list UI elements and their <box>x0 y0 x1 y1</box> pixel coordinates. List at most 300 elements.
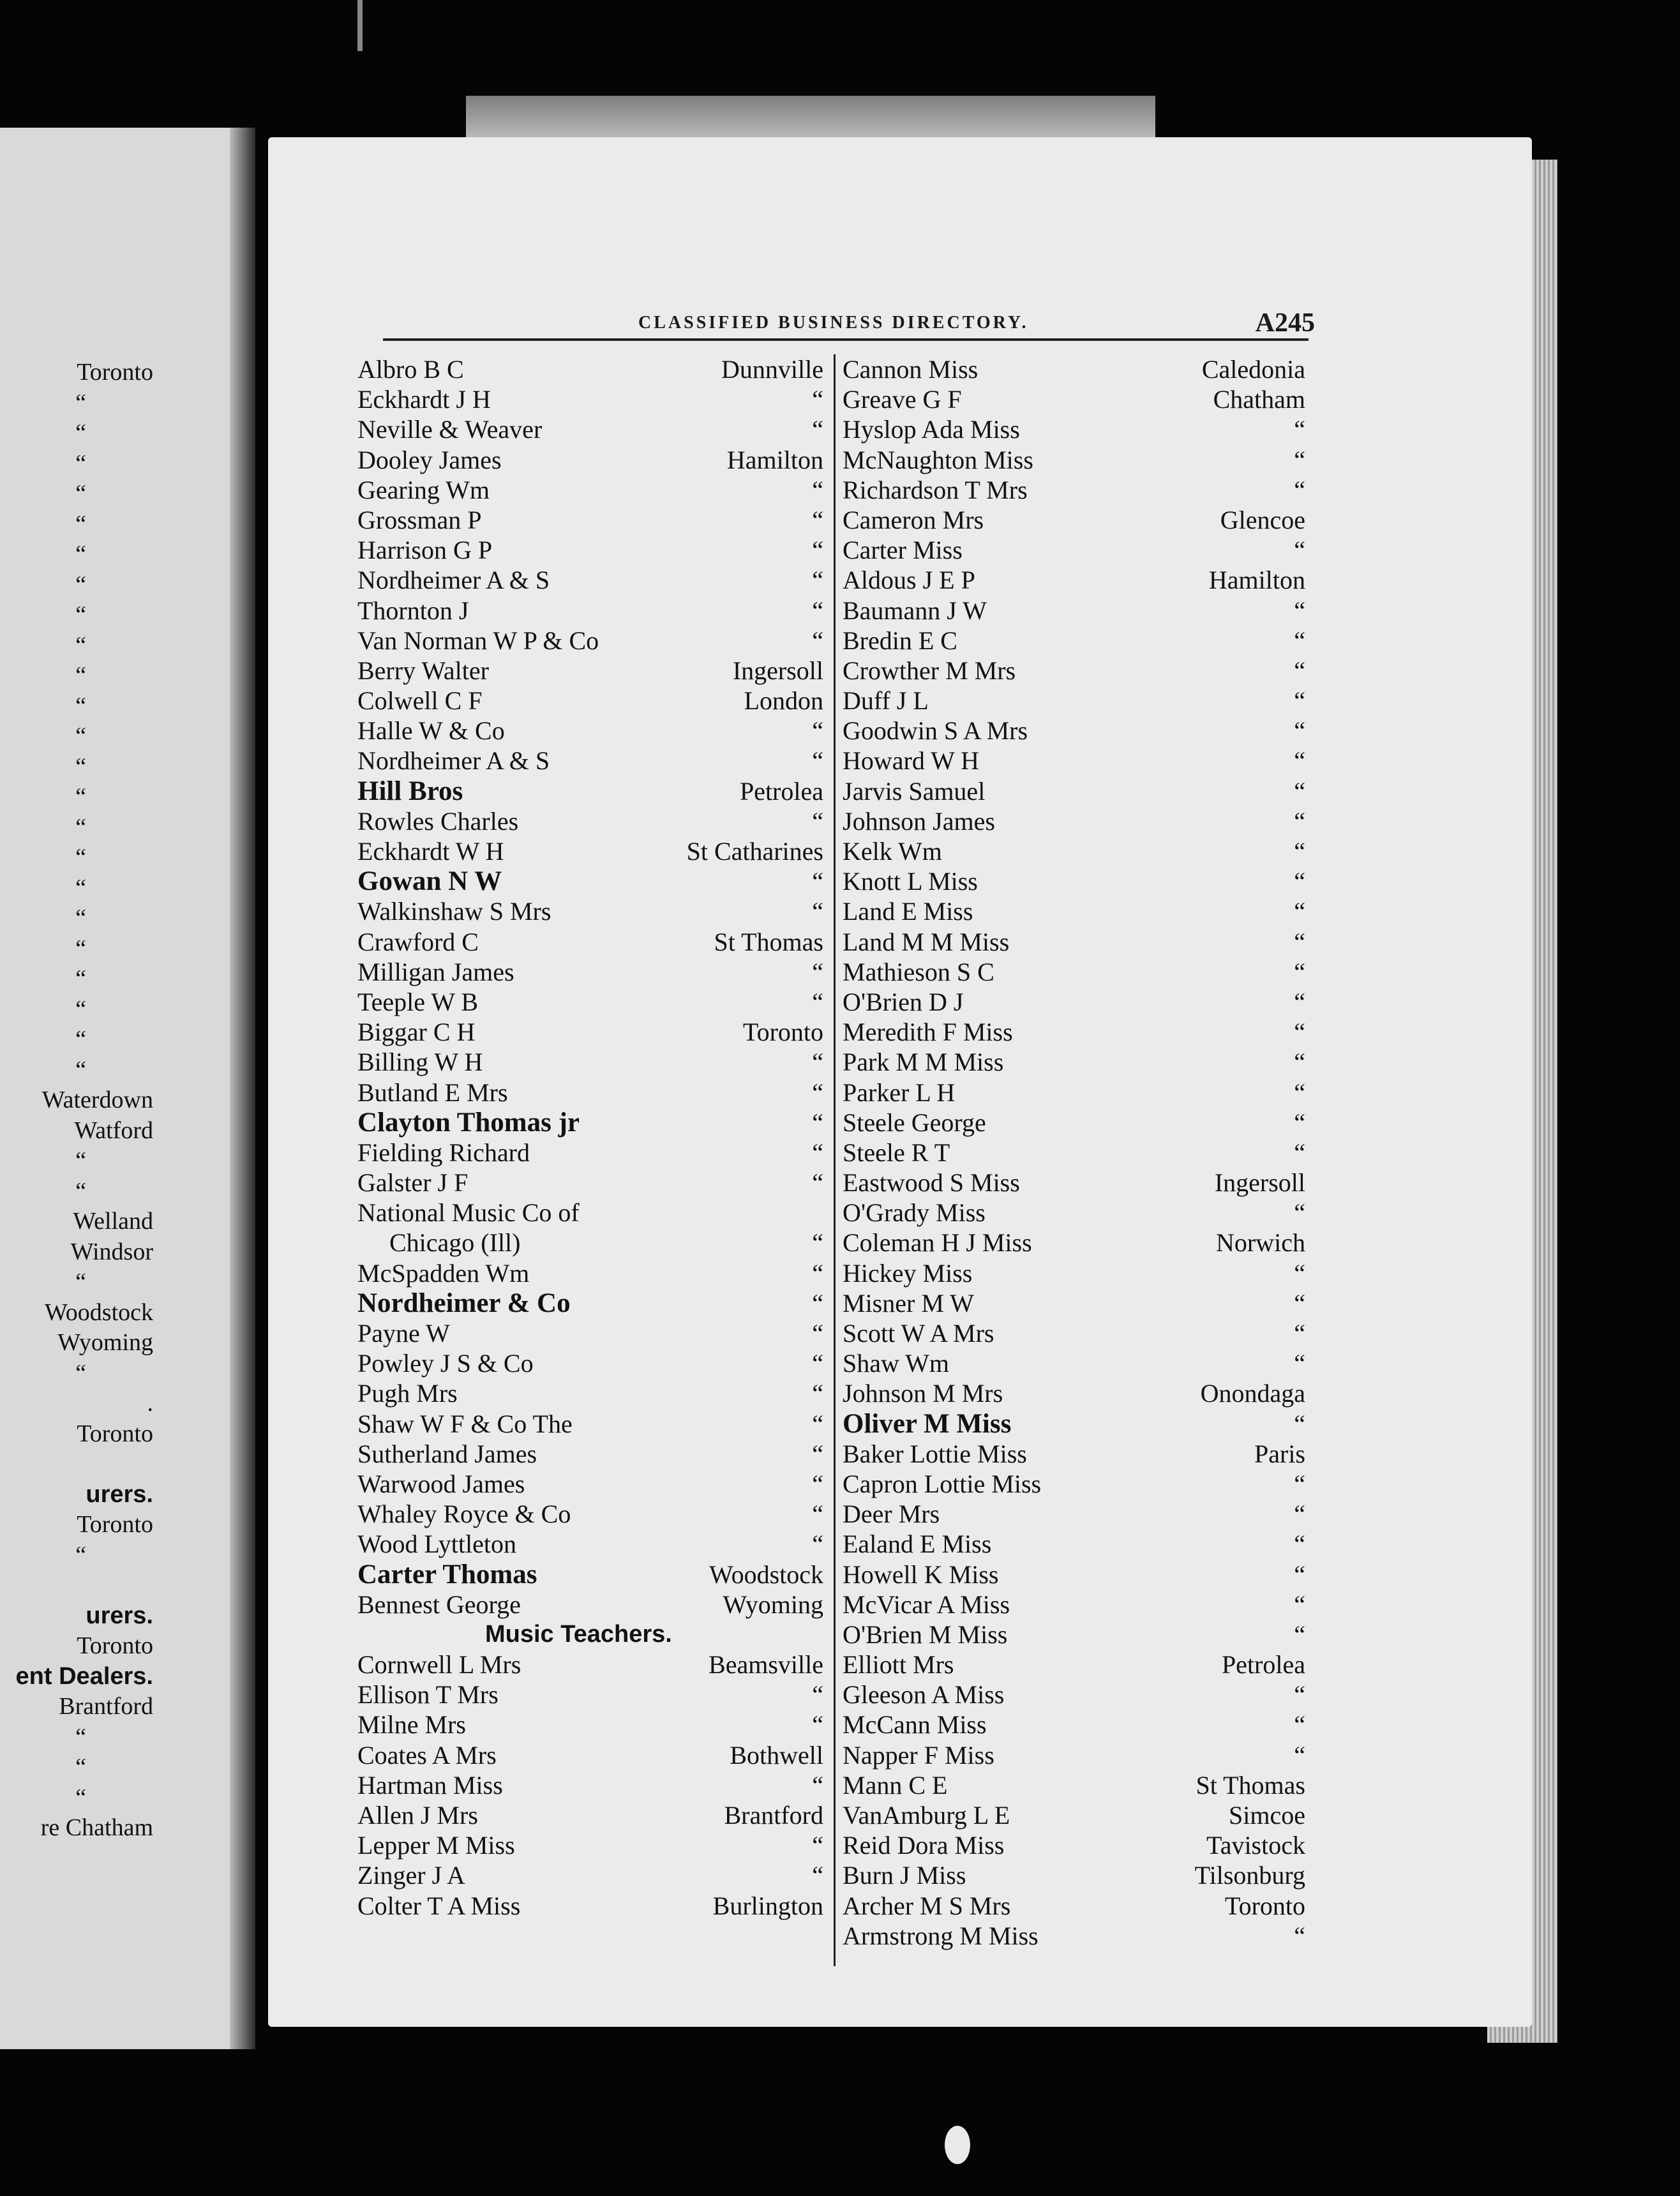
entry-name: Scott W A Mrs <box>843 1319 994 1348</box>
entry-place: “ <box>1294 897 1305 926</box>
entry-place: “ <box>812 1349 823 1378</box>
directory-entry <box>357 475 823 505</box>
entry-name: Cornwell L Mrs <box>357 1650 521 1680</box>
entry-place: “ <box>1294 686 1305 716</box>
entry-name: Sutherland James <box>357 1439 537 1468</box>
directory-entry <box>843 445 1305 475</box>
facing-page-column <box>0 357 230 1844</box>
directory-entry <box>843 1258 1305 1288</box>
directory-entry <box>843 1318 1305 1348</box>
directory-entry <box>843 1620 1305 1650</box>
directory-entry <box>357 1891 823 1921</box>
directory-entry <box>843 354 1305 384</box>
facing-page-line: “ <box>75 1268 86 1295</box>
directory-entry <box>843 1198 1305 1228</box>
facing-page-line: “ <box>75 692 86 719</box>
entry-name: Elliott Mrs <box>843 1650 954 1680</box>
facing-page-line: “ <box>75 723 86 749</box>
facing-page-line: Toronto <box>77 1511 153 1538</box>
entry-place: “ <box>812 536 823 565</box>
entry-name: Fielding Richard <box>357 1138 530 1167</box>
facing-page-line: “ <box>75 1754 86 1780</box>
directory-entry <box>843 475 1305 505</box>
facing-page-line: “ <box>75 510 86 538</box>
entry-name: Teeple W B <box>357 987 479 1016</box>
directory-entry <box>357 1710 823 1740</box>
entry-place: “ <box>1294 1258 1305 1288</box>
entry-name: Hill Bros <box>357 776 463 806</box>
entry-name: Hyslop Ada Miss <box>843 415 1020 444</box>
facing-page-line: “ <box>75 935 86 962</box>
entry-name: Whaley Royce & Co <box>357 1500 571 1529</box>
entry-name: Chicago (Ill) <box>389 1228 521 1258</box>
directory-entry <box>843 1439 1305 1469</box>
entry-name: Cameron Mrs <box>843 505 984 534</box>
directory-entry <box>843 716 1305 746</box>
entry-name: Carter Thomas <box>357 1559 537 1590</box>
facing-page-line: “ <box>75 753 86 780</box>
entry-place: Toronto <box>1224 1891 1305 1920</box>
directory-entry <box>357 776 823 806</box>
paper-speck <box>945 2126 970 2164</box>
entry-place: “ <box>1294 1620 1305 1649</box>
entry-name: Park M M Miss <box>843 1048 1004 1077</box>
entry-place: Caledonia <box>1201 355 1305 384</box>
entry-name: Jarvis Samuel <box>843 776 986 806</box>
directory-entry <box>357 987 823 1017</box>
entry-place: Beamsville <box>709 1650 823 1680</box>
entry-name: Butland E Mrs <box>357 1078 508 1107</box>
entry-place: “ <box>1294 806 1305 836</box>
directory-entry <box>843 1228 1305 1258</box>
entry-place: St Thomas <box>1196 1770 1305 1800</box>
facing-page-line: “ <box>75 874 86 901</box>
directory-entry <box>843 1499 1305 1529</box>
directory-entry <box>843 1288 1305 1318</box>
directory-entry <box>843 1469 1305 1499</box>
directory-entry <box>357 384 823 414</box>
book-gutter <box>230 128 255 2049</box>
entry-name: Misner M W <box>843 1288 974 1318</box>
directory-entry <box>843 596 1305 626</box>
facing-page-line: Wyoming <box>57 1329 153 1356</box>
directory-entry <box>357 716 823 746</box>
entry-name: Baumann J W <box>843 596 987 625</box>
directory-entry <box>357 1078 823 1108</box>
directory-entry <box>843 927 1305 957</box>
entry-name: Allen J Mrs <box>357 1801 478 1830</box>
entry-place: “ <box>1294 1409 1305 1438</box>
entry-place: “ <box>812 505 823 534</box>
directory-entry <box>357 1800 823 1830</box>
directory-entry <box>843 1590 1305 1620</box>
entry-name: McSpadden Wm <box>357 1258 530 1288</box>
entry-place: “ <box>812 1048 823 1077</box>
entry-name: Reid Dora Miss <box>843 1831 1005 1860</box>
entry-name: Shaw Wm <box>843 1349 950 1378</box>
facing-page-line: “ <box>75 1784 86 1811</box>
entry-place: “ <box>1294 1530 1305 1559</box>
directory-entry <box>843 1680 1305 1710</box>
entry-name: Knott L Miss <box>843 867 978 896</box>
directory-entry <box>843 1378 1305 1408</box>
entry-name: Howell K Miss <box>843 1560 999 1589</box>
directory-entry <box>357 686 823 716</box>
entry-name: Land E Miss <box>843 897 973 926</box>
entry-place: Tilsonburg <box>1194 1861 1305 1890</box>
entry-place: “ <box>1294 1018 1305 1047</box>
entry-place: “ <box>812 957 823 986</box>
directory-entry <box>357 896 823 926</box>
entry-place: “ <box>1294 596 1305 625</box>
entry-name: Albro B C <box>357 355 464 384</box>
entry-place: “ <box>812 1831 823 1860</box>
entry-place: “ <box>1294 1680 1305 1710</box>
entry-name: Eckhardt W H <box>357 837 504 866</box>
entry-place: “ <box>1294 867 1305 896</box>
entry-name: Ellison T Mrs <box>357 1680 499 1710</box>
book-top-edge <box>466 96 1155 140</box>
entry-place: “ <box>1294 626 1305 655</box>
directory-entry <box>843 1710 1305 1740</box>
directory-entry <box>357 1318 823 1348</box>
entry-place: Petrolea <box>739 776 823 806</box>
entry-place: “ <box>1294 716 1305 746</box>
directory-entry <box>843 776 1305 806</box>
entry-place: “ <box>812 385 823 414</box>
directory-entry <box>357 656 823 686</box>
entry-name: Capron Lottie Miss <box>843 1469 1042 1498</box>
directory-entry <box>357 1108 823 1138</box>
entry-name: Aldous J E P <box>843 566 975 595</box>
entry-name: Steele R T <box>843 1138 950 1167</box>
directory-entry <box>843 957 1305 987</box>
entry-place: “ <box>812 1469 823 1498</box>
facing-page-line: Toronto <box>77 1632 153 1659</box>
entry-name: Napper F Miss <box>843 1740 994 1770</box>
facing-page-line: “ <box>75 662 86 689</box>
directory-entry <box>357 596 823 626</box>
entry-name: Greave G F <box>843 385 962 414</box>
directory-entry <box>357 414 823 444</box>
facing-page-line: “ <box>75 1177 86 1205</box>
directory-entry <box>843 1921 1305 1951</box>
entry-place: “ <box>1294 1288 1305 1318</box>
directory-entry <box>357 505 823 535</box>
facing-page-line: “ <box>75 995 86 1023</box>
entry-name: Payne W <box>357 1319 450 1348</box>
directory-entry <box>357 806 823 836</box>
entry-name: Eckhardt J H <box>357 385 491 414</box>
entry-name: Johnson James <box>843 806 995 836</box>
directory-entry <box>843 1740 1305 1770</box>
entry-name: McCann Miss <box>843 1710 987 1740</box>
directory-entry <box>357 1650 823 1680</box>
facing-page-line: Woodstock <box>44 1298 153 1326</box>
entry-place: “ <box>812 415 823 444</box>
directory-entry <box>357 1378 823 1408</box>
entry-place: “ <box>1294 837 1305 866</box>
entry-name: Crawford C <box>357 927 479 956</box>
facing-page-line: Windsor <box>70 1238 153 1265</box>
entry-place: Paris <box>1254 1439 1305 1468</box>
facing-page-line: “ <box>75 601 86 628</box>
entry-place: “ <box>1294 1138 1305 1167</box>
entry-name: Gleeson A Miss <box>843 1680 1005 1710</box>
entry-place: “ <box>812 1228 823 1258</box>
facing-page-line: re Chatham <box>40 1814 153 1841</box>
facing-page-line: “ <box>75 965 86 992</box>
facing-page-line: “ <box>75 783 86 810</box>
directory-entry <box>843 896 1305 926</box>
directory-entry <box>357 866 823 896</box>
facing-page-line: Waterdown <box>41 1087 153 1113</box>
entry-place: “ <box>1294 536 1305 565</box>
entry-name: Berry Walter <box>357 656 489 685</box>
entry-place: Woodstock <box>709 1560 823 1589</box>
directory-entry <box>843 836 1305 866</box>
entry-name: Nordheimer A & S <box>357 566 550 595</box>
directory-entry <box>843 1891 1305 1921</box>
directory-entry <box>843 1560 1305 1590</box>
directory-entry <box>357 1409 823 1439</box>
directory-entry <box>357 354 823 384</box>
entry-name: Eastwood S Miss <box>843 1168 1020 1198</box>
entry-name: Van Norman W P & Co <box>357 626 599 655</box>
entry-place: Glencoe <box>1220 505 1305 534</box>
entry-place: Ingersoll <box>732 656 823 685</box>
entry-name: Nordheimer A & S <box>357 746 550 776</box>
entry-name: Cannon Miss <box>843 355 979 384</box>
facing-page-line: urers. <box>86 1602 153 1629</box>
entry-name: Neville & Weaver <box>357 415 543 444</box>
directory-entry <box>357 1228 823 1258</box>
entry-name: Crowther M Mrs <box>843 656 1016 685</box>
entry-name: Thornton J <box>357 596 469 625</box>
facing-page-line: “ <box>75 541 86 568</box>
entry-name: Zinger J A <box>357 1861 465 1890</box>
entry-place: Norwich <box>1216 1228 1305 1258</box>
directory-entry <box>843 656 1305 686</box>
directory-entry <box>357 535 823 565</box>
entry-place: “ <box>1294 1740 1305 1770</box>
entry-place: “ <box>1294 1560 1305 1589</box>
directory-entry <box>843 1860 1305 1890</box>
directory-entry <box>357 957 823 987</box>
entry-place: “ <box>812 1861 823 1890</box>
directory-entry <box>357 1288 823 1318</box>
entry-place: “ <box>812 1409 823 1438</box>
directory-entry <box>843 1017 1305 1047</box>
facing-page-line: “ <box>75 1147 86 1174</box>
entry-place: “ <box>1294 1349 1305 1378</box>
entry-place: “ <box>1294 656 1305 685</box>
entry-name: Bennest George <box>357 1590 521 1619</box>
entry-place: “ <box>1294 415 1305 444</box>
directory-entry <box>843 1348 1305 1378</box>
directory-entry <box>843 1138 1305 1168</box>
directory-entry <box>357 1017 823 1047</box>
entry-place: London <box>744 686 823 716</box>
directory-entry <box>843 1650 1305 1680</box>
entry-name: O'Grady Miss <box>843 1198 986 1228</box>
entry-name: Harrison G P <box>357 536 493 565</box>
entry-name: Deer Mrs <box>843 1500 940 1529</box>
directory-entry <box>357 1168 823 1198</box>
facing-page-line: “ <box>75 449 86 477</box>
directory-entry <box>357 1560 823 1590</box>
entry-name: National Music Co of <box>357 1198 580 1228</box>
entry-name: Colwell C F <box>357 686 483 716</box>
entry-name: Kelk Wm <box>843 837 942 866</box>
entry-name: Lepper M Miss <box>357 1831 515 1860</box>
directory-entry <box>357 1439 823 1469</box>
directory-entry <box>843 746 1305 776</box>
entry-place: “ <box>1294 1319 1305 1348</box>
entry-name: Dooley James <box>357 445 502 474</box>
entry-name: Mathieson S C <box>843 957 994 986</box>
entry-place: Bothwell <box>730 1740 823 1770</box>
entry-name: Meredith F Miss <box>843 1018 1013 1047</box>
entry-place: “ <box>1294 1710 1305 1740</box>
entry-name: O'Brien D J <box>843 987 964 1016</box>
directory-entry <box>843 686 1305 716</box>
directory-entry <box>357 1860 823 1890</box>
directory-column-right <box>843 354 1305 1951</box>
entry-name: Gowan N W <box>357 866 502 897</box>
directory-entry <box>357 565 823 595</box>
facing-page-line: “ <box>75 844 86 871</box>
entry-name: Milligan James <box>357 957 514 986</box>
entry-place: “ <box>1294 957 1305 986</box>
facing-page-line <box>0 1570 230 1601</box>
entry-name: Coleman H J Miss <box>843 1228 1032 1258</box>
facing-page-line: “ <box>75 1056 86 1083</box>
entry-place: St Catharines <box>686 837 823 866</box>
directory-entry <box>843 1078 1305 1108</box>
facing-page-line: “ <box>75 389 86 416</box>
entry-place: “ <box>1294 1921 1305 1950</box>
facing-page-line: “ <box>75 905 86 931</box>
facing-page-line: “ <box>75 1359 86 1387</box>
entry-place: Tavistock <box>1206 1831 1305 1860</box>
entry-place: “ <box>812 987 823 1016</box>
directory-entry <box>843 505 1305 535</box>
directory-entry <box>357 1258 823 1288</box>
directory-entry <box>843 384 1305 414</box>
entry-name: McVicar A Miss <box>843 1590 1010 1619</box>
entry-place: “ <box>812 1288 823 1318</box>
facing-page-line: Brantford <box>59 1693 153 1720</box>
entry-place: Toronto <box>742 1018 823 1047</box>
facing-page-line: “ <box>75 571 86 598</box>
entry-place: “ <box>1294 987 1305 1016</box>
entry-name: Goodwin S A Mrs <box>843 716 1028 746</box>
directory-entry <box>357 1469 823 1499</box>
directory-entry <box>843 1800 1305 1830</box>
entry-place: “ <box>812 475 823 504</box>
entry-place: “ <box>812 1078 823 1107</box>
entry-name: VanAmburg L E <box>843 1801 1010 1830</box>
entry-name: Wood Lyttleton <box>357 1530 516 1559</box>
running-title: CLASSIFIED BUSINESS DIRECTORY. <box>638 313 1029 333</box>
entry-place: “ <box>1294 445 1305 474</box>
entry-name: Walkinshaw S Mrs <box>357 897 551 926</box>
directory-entry <box>843 414 1305 444</box>
entry-name: Ealand E Miss <box>843 1530 992 1559</box>
directory-entry <box>843 1047 1305 1077</box>
entry-name: Duff J L <box>843 686 929 716</box>
entry-place: “ <box>812 897 823 926</box>
facing-page-line: Watford <box>74 1117 153 1144</box>
directory-entry <box>357 927 823 957</box>
entry-name: Warwood James <box>357 1469 525 1498</box>
directory-entry <box>843 535 1305 565</box>
entry-place: Hamilton <box>1208 566 1305 595</box>
entry-place: Wyoming <box>723 1590 823 1619</box>
entry-place: “ <box>812 806 823 836</box>
directory-entry <box>357 1770 823 1800</box>
facing-page-line: “ <box>75 1723 86 1750</box>
page-number: A245 <box>1255 308 1315 338</box>
entry-place: “ <box>1294 1198 1305 1228</box>
entry-place: “ <box>812 867 823 896</box>
entry-place: “ <box>812 1138 823 1167</box>
entry-place: Ingersoll <box>1214 1168 1305 1198</box>
entry-place: Onondaga <box>1200 1379 1305 1408</box>
facing-page-line: “ <box>75 1026 86 1053</box>
entry-place: “ <box>812 1319 823 1348</box>
directory-entry <box>843 866 1305 896</box>
entry-name: Armstrong M Miss <box>843 1921 1039 1950</box>
entry-place: “ <box>812 746 823 776</box>
entry-place: “ <box>812 1530 823 1559</box>
entry-name: Hartman Miss <box>357 1770 503 1800</box>
entry-name: Milne Mrs <box>357 1710 466 1740</box>
facing-page-line: “ <box>75 419 86 446</box>
entry-place: Simcoe <box>1229 1801 1305 1830</box>
entry-place: “ <box>812 1108 823 1137</box>
entry-name: Biggar C H <box>357 1018 476 1047</box>
entry-name: Pugh Mrs <box>357 1379 458 1408</box>
directory-entry <box>357 746 823 776</box>
directory-entry <box>843 1409 1305 1439</box>
directory-entry <box>357 1047 823 1077</box>
entry-name: Rowles Charles <box>357 806 519 836</box>
facing-page-line: ent Dealers. <box>15 1662 153 1690</box>
entry-place: “ <box>1294 1590 1305 1619</box>
entry-name: Richardson T Mrs <box>843 475 1028 504</box>
facing-page-line <box>0 1449 230 1480</box>
entry-place: “ <box>1294 746 1305 776</box>
entry-place: “ <box>1294 927 1305 956</box>
directory-entry <box>843 1529 1305 1559</box>
directory-entry <box>843 1830 1305 1860</box>
entry-name: Oliver M Miss <box>843 1408 1012 1439</box>
directory-entry <box>843 626 1305 656</box>
entry-name: Burn J Miss <box>843 1861 966 1890</box>
facing-page <box>0 128 255 2049</box>
directory-entry <box>357 626 823 656</box>
entry-place: Petrolea <box>1221 1650 1305 1680</box>
directory-entry <box>843 987 1305 1017</box>
entry-place: Brantford <box>724 1801 823 1830</box>
entry-place: “ <box>1294 1469 1305 1498</box>
entry-name: Grossman P <box>357 505 482 534</box>
entry-place: “ <box>1294 1078 1305 1107</box>
entry-name: Powley J S & Co <box>357 1349 534 1378</box>
entry-place: “ <box>812 1500 823 1529</box>
